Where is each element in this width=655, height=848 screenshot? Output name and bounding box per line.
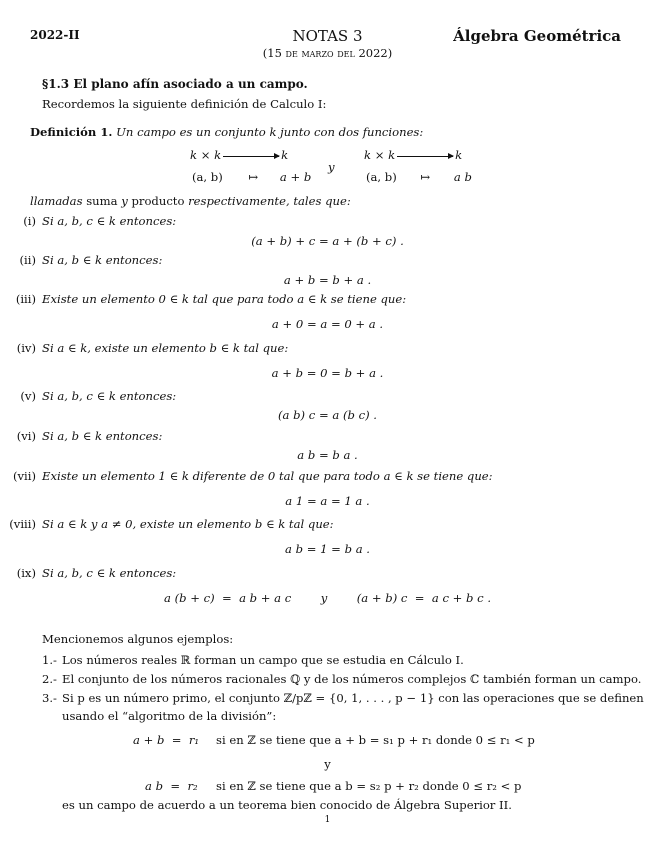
definition-continuation: llamadas suma y producto respectivamente, tales que: xyxy=(30,194,351,208)
axiom-viii-equation: a b = 1 = b a . xyxy=(285,542,370,556)
axiom-iv: (iv) Si a ∈ k, existe un elemento b ∈ k tal que: xyxy=(16,341,289,355)
axiom-i: (i) Si a, b, c ∈ k entonces: xyxy=(23,214,177,228)
notes-title: NOTAS 3 xyxy=(292,27,363,45)
axiom-v-equation: (a b) c = a (b c) . xyxy=(278,408,377,422)
course-title: Álgebra Geométrica xyxy=(453,27,621,45)
definition-text: Un campo es un conjunto k junto con dos funciones: xyxy=(116,125,424,139)
section-title: §1.3 El plano afín asociado a un campo. xyxy=(42,77,308,91)
product-map-top: k × k k xyxy=(364,148,463,162)
axiom-ix: (ix) Si a, b, c ∈ k entonces: xyxy=(16,566,177,580)
axiom-i-equation: (a + b) + c = a + (b + c) . xyxy=(251,234,404,248)
product-map-bottom: (a, b) ↦ a b xyxy=(366,170,472,184)
and-connector: y xyxy=(324,757,331,771)
right-arrow-icon xyxy=(223,156,279,157)
axiom-iii-equation: a + 0 = a = 0 + a . xyxy=(271,317,384,331)
product-mod-rhs: si en ℤ se tiene que a b = s₂ p + r₂ donde 0 ≤ r₂ < p xyxy=(216,779,522,793)
example-1: 1.- Los números reales ℝ forman un campo que se estudia en Cálculo I. xyxy=(42,653,464,667)
product-mod-lhs: a b = r₂ xyxy=(145,779,198,793)
page-number: 1 xyxy=(324,815,331,825)
axiom-ix-equation: a (b + c) = a b + a c y (a + b) c = a c + b c . xyxy=(163,591,492,605)
sum-mod-lhs: a + b = r₁ xyxy=(133,733,200,747)
semester-label: 2022-II xyxy=(30,28,80,42)
axiom-iii: (iii) Existe un elemento 0 ∈ k tal que para todo a ∈ k se tiene que: xyxy=(15,292,407,306)
right-arrow-icon xyxy=(397,156,453,157)
example-3-conclusion: es un campo de acuerdo a un teorema bien conocido de Álgebra Superior II. xyxy=(62,798,512,812)
example-2: 2.- El conjunto de los números racionales ℚ y de los números complejos ℂ también forman un campo. xyxy=(42,672,642,686)
sum-map-bottom: (a, b) ↦ a + b xyxy=(192,170,312,184)
sum-map-top: k × k k xyxy=(190,148,289,162)
notes-date: (15 de marzo del 2022) xyxy=(262,46,393,60)
axiom-vii: (vii) Existe un elemento 1 ∈ k diferente de 0 tal que para todo a ∈ k se tiene que: xyxy=(12,469,493,483)
axiom-v: (v) Si a, b, c ∈ k entonces: xyxy=(20,389,177,403)
axiom-vii-equation: a 1 = a = 1 a . xyxy=(285,494,370,508)
definition-statement xyxy=(30,125,423,139)
axiom-vi: (vi) Si a, b ∈ k entonces: xyxy=(16,429,163,443)
example-3-continuation: usando el “algoritmo de la división”: xyxy=(62,709,277,723)
and-word: y xyxy=(328,160,335,174)
sum-mod-rhs: si en ℤ se tiene que a + b = s₁ p + r₁ donde 0 ≤ r₁ < p xyxy=(216,733,535,747)
example-3: 3.- Si p es un número primo, el conjunto ℤ/pℤ = {0, 1, . . . , p − 1} con las operaciones que se definen xyxy=(42,691,644,705)
axiom-iv-equation: a + b = 0 = b + a . xyxy=(271,366,384,380)
axiom-viii: (viii) Si a ∈ k y a ≠ 0, existe un elemento b ∈ k tal que: xyxy=(9,517,334,531)
examples-intro: Mencionemos algunos ejemplos: xyxy=(42,632,234,646)
definition-label: Definición 1. xyxy=(30,125,113,139)
section-intro: Recordemos la siguiente definición de Calculo I: xyxy=(42,97,327,111)
axiom-ii: (ii) Si a, b ∈ k entonces: xyxy=(19,253,163,267)
axiom-ii-equation: a + b = b + a . xyxy=(283,273,372,287)
axiom-vi-equation: a b = b a . xyxy=(297,448,358,462)
